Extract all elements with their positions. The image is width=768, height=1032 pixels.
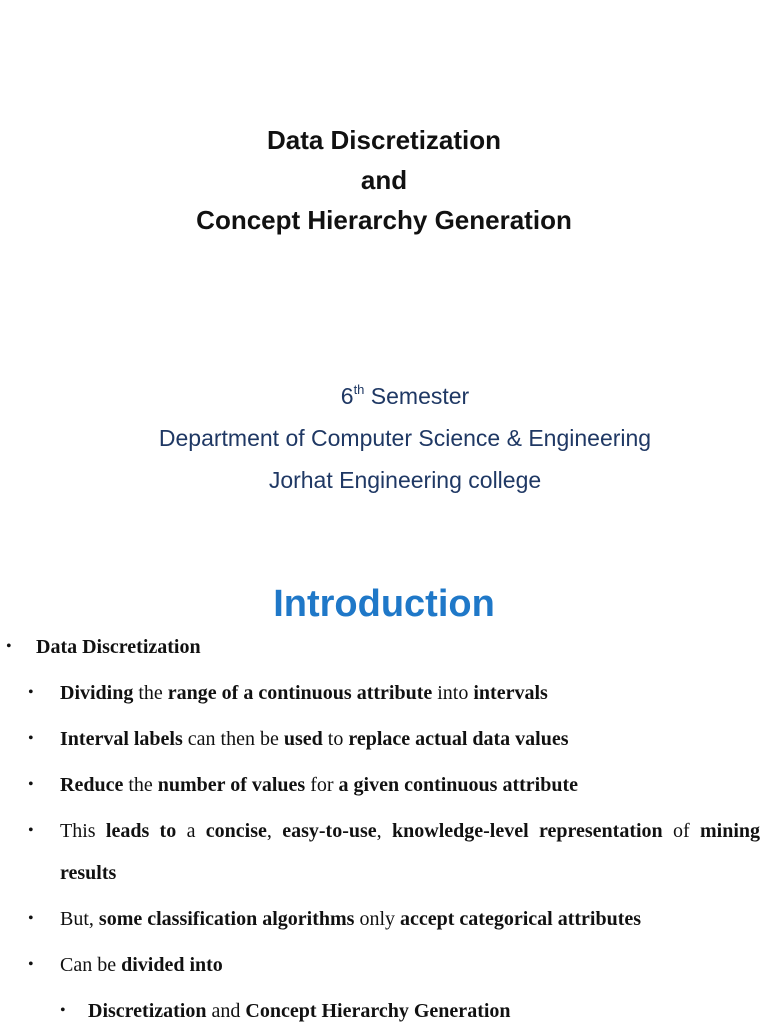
bullet-text-bold: Discretization (88, 1000, 207, 1022)
bullet-text-bold: range of a continuous attribute (167, 682, 433, 704)
bullet-interval-labels (0, 718, 768, 760)
bullet-dot: • (28, 822, 34, 839)
semester-line (0, 375, 768, 417)
slide-title-line-1: Data Discretization (266, 125, 502, 155)
bullet-text-bold: leads to (105, 820, 177, 842)
slide-title-line-2: and (360, 165, 408, 195)
introduction-heading: Introduction (273, 583, 495, 625)
bullet-text: only (354, 908, 400, 930)
bullet-text-bold: mining results (60, 820, 761, 884)
bullet-text: can then be (182, 728, 284, 750)
subtitle-block (0, 375, 768, 501)
bullet-leads-to (0, 810, 768, 894)
bullet-text-bold: a given continuous attribute (338, 774, 578, 796)
bullet-text-bold: easy-to-use (282, 820, 377, 842)
bullet-text: a (176, 820, 206, 842)
bullet-text: the (123, 774, 158, 796)
bullet-dot: • (6, 638, 12, 655)
bullet-text-bold: number of values (157, 774, 306, 796)
bullet-text-bold: replace actual data values (348, 728, 569, 750)
bullet-dot: • (28, 910, 34, 927)
bullet-text-bold: accept categorical attributes (400, 908, 642, 930)
bullet-data-discretization (0, 626, 768, 668)
semester-number: 6 (340, 383, 354, 409)
bullet-text-bold: Concept Hierarchy Generation (245, 1000, 511, 1022)
bullet-reduce-values (0, 764, 768, 806)
title-slide (0, 120, 768, 240)
bullet-text: , (376, 820, 392, 842)
bullet-text-bold: Dividing (60, 682, 134, 704)
bullet-text-bold: concise (205, 820, 267, 842)
bullet-discretization-and-hierarchy (0, 990, 768, 1032)
bullet-text-bold: Interval labels (60, 728, 183, 750)
bullet-dot: • (28, 684, 34, 701)
bullet-text-bold: Reduce (60, 774, 124, 796)
bullet-list (0, 626, 768, 1032)
bullet-text: , (266, 820, 283, 842)
bullet-text: But, (60, 908, 99, 930)
semester-superscript: th (353, 382, 365, 397)
bullet-dividing-range (0, 672, 768, 714)
bullet-text-bold: used (283, 728, 323, 750)
bullet-classification-algorithms (0, 898, 768, 940)
slide-title-line-3: Concept Hierarchy Generation (196, 205, 572, 235)
college-line: Jorhat Engineering college (268, 467, 542, 493)
department-line: Department of Computer Science & Engineering (158, 425, 652, 451)
bullet-dot: • (28, 776, 34, 793)
bullet-text-bold: some classification algorithms (98, 908, 355, 930)
bullet-text: Can be (60, 954, 122, 976)
bullet-text: This (60, 820, 106, 842)
bullet-text: to (322, 728, 349, 750)
bullet-dot: • (28, 730, 34, 747)
bullet-text-bold: intervals (473, 682, 548, 704)
bullet-text: and (206, 1000, 246, 1022)
bullet-text: Data Discretization (36, 636, 201, 658)
bullet-text: the (133, 682, 168, 704)
bullet-divided-into (0, 944, 768, 986)
bullet-dot: • (28, 956, 34, 973)
bullet-dot: • (60, 1002, 66, 1019)
semester-label: Semester (364, 383, 470, 409)
bullet-text: for (305, 774, 339, 796)
bullet-text-bold: divided into (121, 954, 223, 976)
bullet-text: of (662, 820, 700, 842)
bullet-text-bold: knowledge-level representation (392, 820, 663, 842)
bullet-text: into (432, 682, 474, 704)
